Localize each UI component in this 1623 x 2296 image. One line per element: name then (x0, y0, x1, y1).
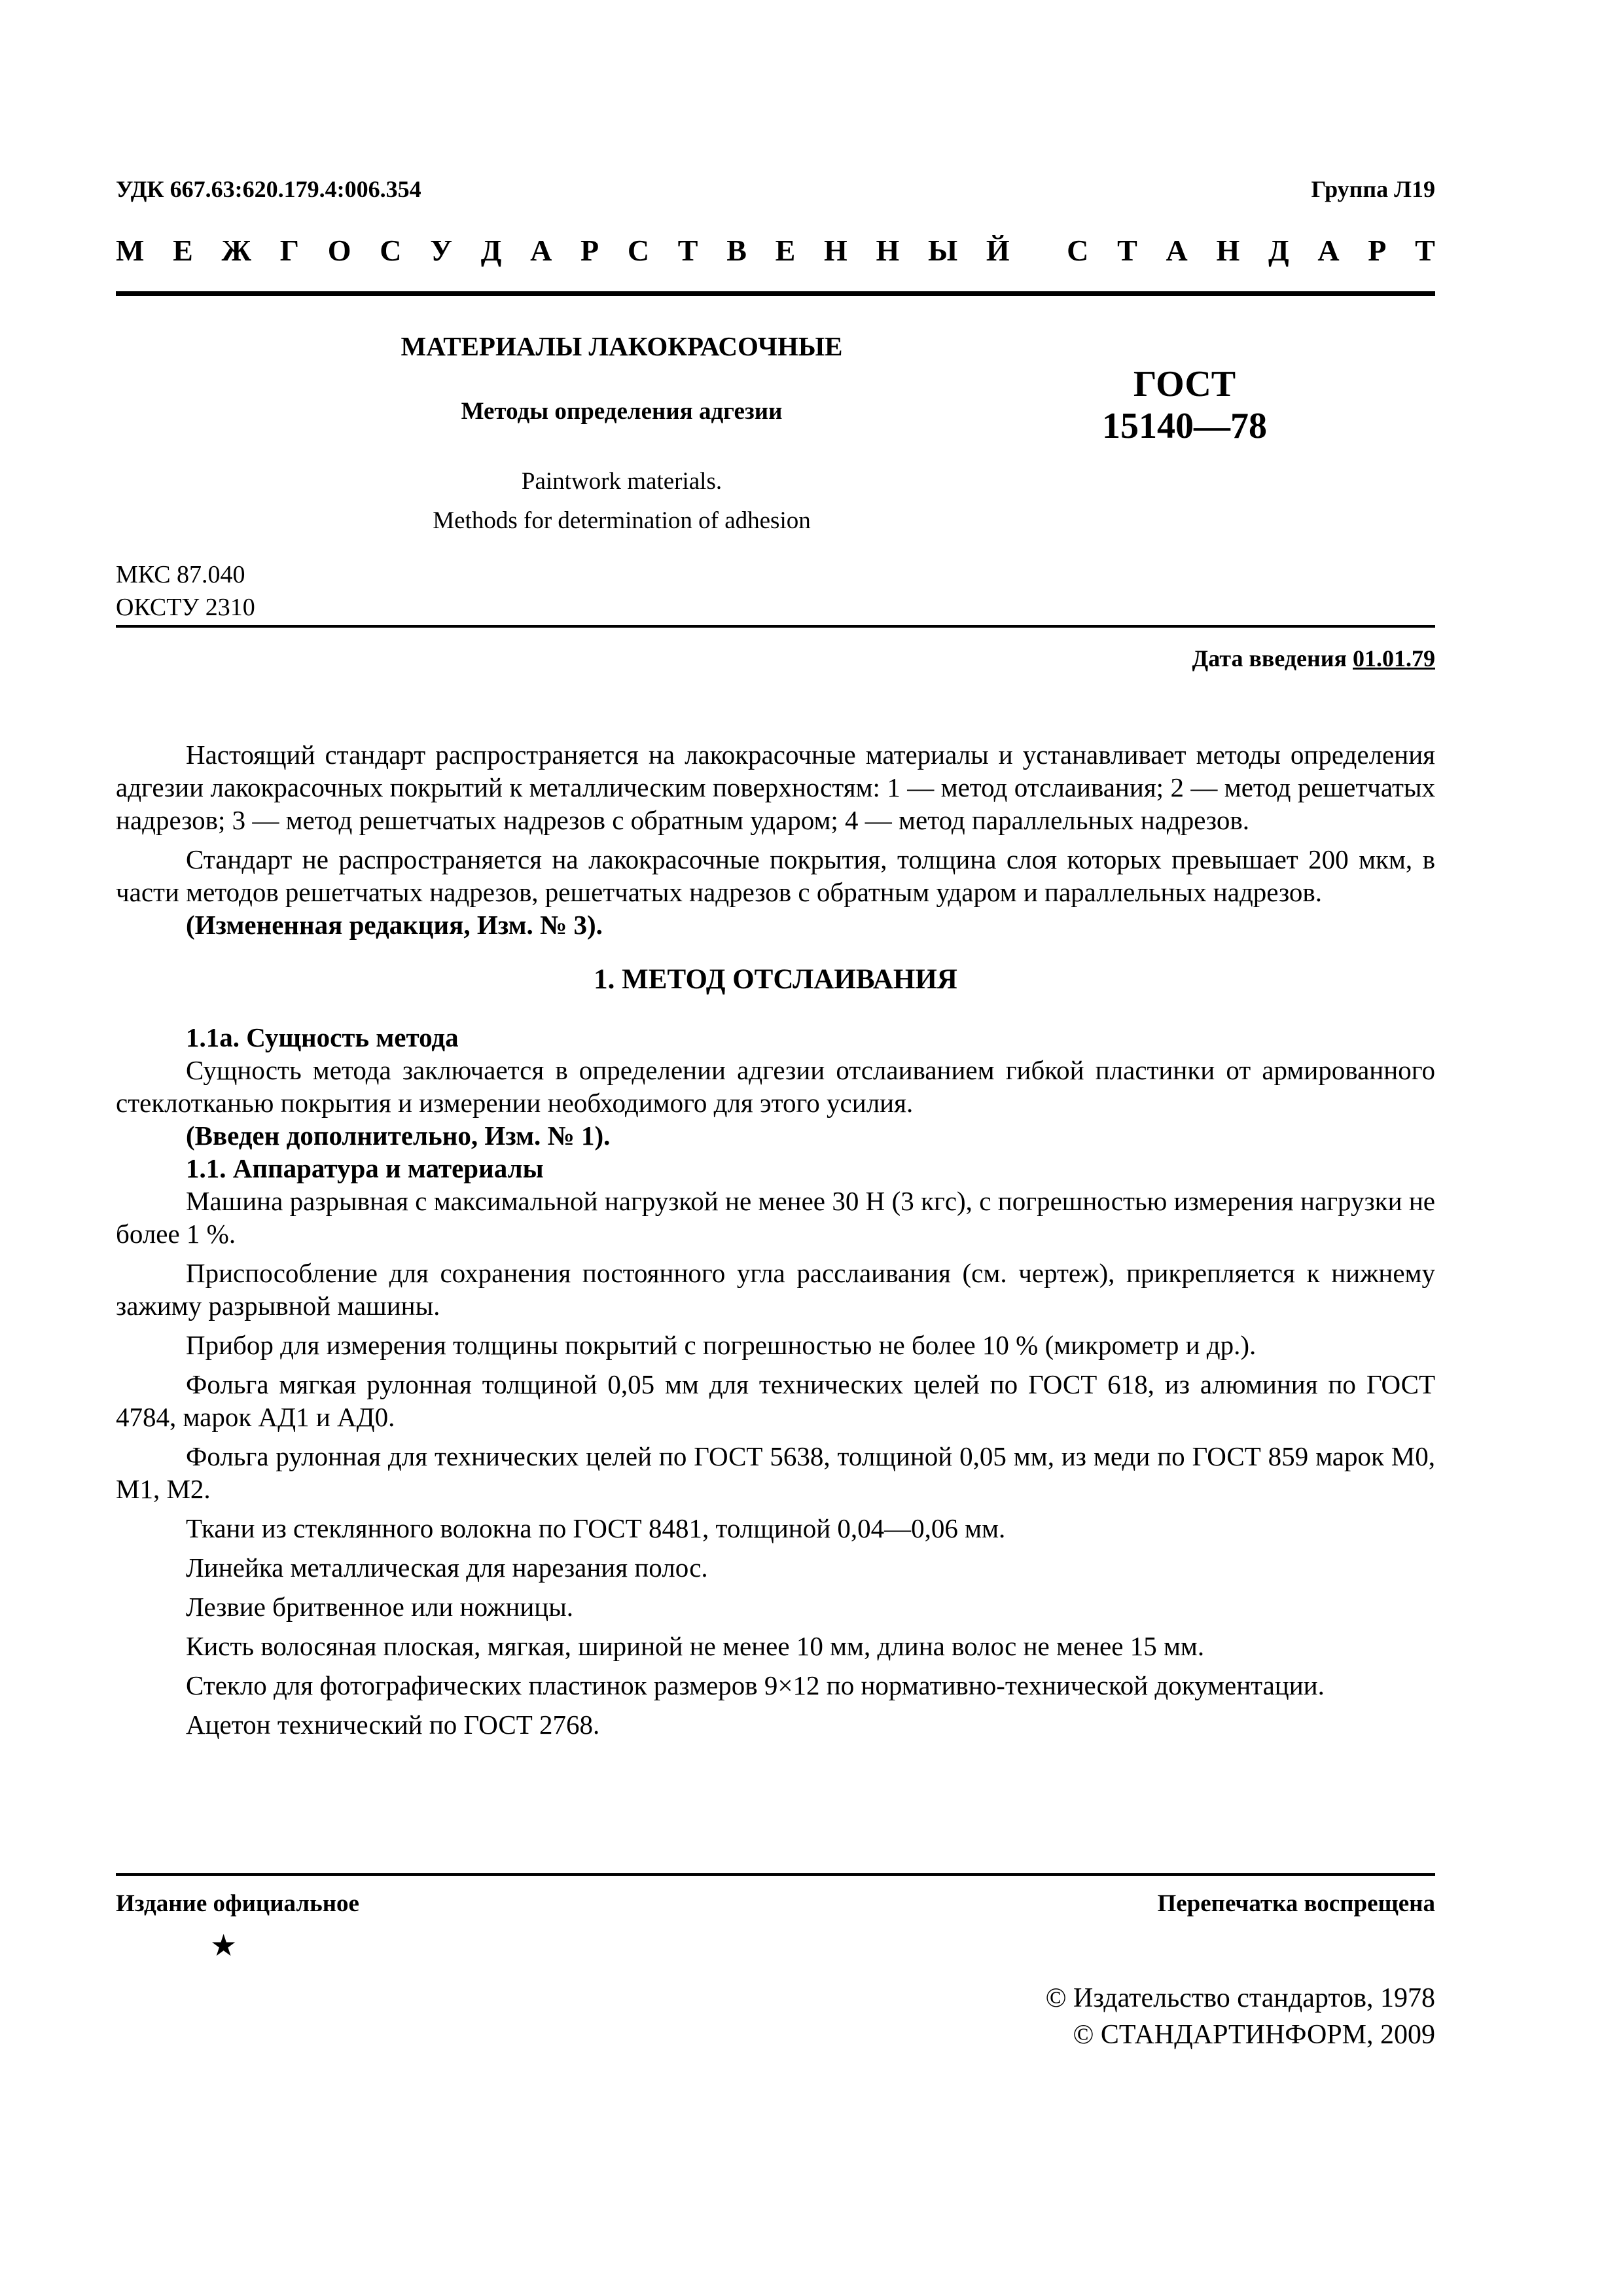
footer-rule (116, 1873, 1435, 1876)
okstu-code: ОКСТУ 2310 (116, 594, 255, 621)
header-rule (116, 291, 1435, 296)
udk-code: УДК 667.63:620.179.4:006.354 (116, 176, 421, 202)
english-title-line1: Paintwork materials. (521, 468, 722, 495)
interstate-letter: С (1067, 234, 1089, 267)
official-edition-label: Издание официальное (116, 1890, 359, 1917)
interstate-letter: М (116, 234, 145, 267)
equipment-item: Ацетон технический по ГОСТ 2768. (186, 1710, 600, 1740)
interstate-letter: Н (876, 234, 900, 267)
interstate-letter: Т (1415, 234, 1435, 267)
interstate-standard-heading (116, 233, 1435, 268)
clause-text-1-1a: Сущность метода заключается в определении адгезии отслаиванием гибкой пластинки от армированного стеклотканью покрытия и измерении необходимого для этого усилия. (116, 1055, 1435, 1118)
english-title-line2: Methods for determination of adhesion (433, 507, 811, 534)
document-title: МАТЕРИАЛЫ ЛАКОКРАСОЧНЫЕ (401, 331, 843, 361)
equipment-item: Фольга рулонная для технических целей по ГОСТ 5638, толщиной 0,05 мм, из меди по ГОСТ 859 марок М0, М1, М2. (116, 1441, 1435, 1504)
interstate-letter: У (430, 234, 452, 267)
star-icon: ★ (210, 1929, 238, 1962)
interstate-letter: Г (279, 234, 300, 267)
interstate-letter: С (380, 234, 402, 267)
interstate-letter: Р (580, 234, 599, 267)
copyright-line-2: © СТАНДАРТИНФОРМ, 2009 (1073, 2020, 1435, 2050)
interstate-letter: Д (480, 234, 502, 267)
copyright-line-1: © Издательство стандартов, 1978 (1045, 1983, 1435, 2013)
equipment-item: Прибор для измерения толщины покрытий с погрешностью не более 10 % (микрометр и др.). (186, 1330, 1257, 1360)
gost-designation (1073, 363, 1296, 447)
english-title (360, 462, 883, 541)
copyright-block (1046, 1980, 1435, 2053)
scope-paragraph: Настоящий стандарт распространяется на лакокрасочные материалы и устанавливает методы определения адгезии лакокрасочных покрытий к металлическим поверхностям: 1 — метод отслаивания; 2 — метод решетчатых надрезов; 3 — метод решетчатых надрезов с обратным ударом; 4 — метод параллельных надрезов. (116, 740, 1435, 835)
document-body (116, 738, 1435, 1741)
document-subtitle: Методы определения адгезии (461, 398, 783, 425)
interstate-letter: Н (824, 234, 847, 267)
equipment-item: Фольга мягкая рулонная толщиной 0,05 мм для технических целей по ГОСТ 618, из алюминия по ГОСТ 4784, марок АД1 и АД0. (116, 1369, 1435, 1432)
equipment-item: Ткани из стеклянного волокна по ГОСТ 8481, толщиной 0,04—0,06 мм. (186, 1513, 1006, 1543)
interstate-letter: Т (1117, 234, 1137, 267)
classification-codes (116, 558, 255, 624)
interstate-letter: Е (173, 234, 193, 267)
interstate-letter: Ы (928, 234, 958, 267)
group-code: Группа Л19 (1311, 176, 1435, 202)
interstate-letter: А (530, 234, 552, 267)
equipment-item: Машина разрывная с максимальной нагрузкой не менее 30 Н (3 кгс), с погрешностью измерения нагрузки не более 1 %. (116, 1186, 1435, 1249)
gost-label: ГОСТ (1133, 364, 1236, 404)
interstate-letter: А (1166, 234, 1188, 267)
equipment-item: Лезвие бритвенное или ножницы. (186, 1592, 573, 1622)
codes-rule (116, 625, 1435, 628)
date-label: Дата введения (1192, 645, 1353, 672)
interstate-letter: О (327, 234, 351, 267)
gost-number: 15140—78 (1102, 406, 1267, 446)
interstate-letter: А (1317, 234, 1340, 267)
interstate-letter: С (627, 234, 650, 267)
interstate-letter: Д (1268, 234, 1289, 267)
equipment-item: Кисть волосяная плоская, мягкая, шириной не менее 10 мм, длина волос не менее 15 мм. (186, 1631, 1205, 1661)
equipment-item: Линейка металлическая для нарезания полос. (186, 1552, 708, 1583)
clause-heading-1-1: 1.1. Аппаратура и материалы (186, 1153, 544, 1183)
mks-code: МКС 87.040 (116, 561, 245, 588)
introduction-date (1192, 645, 1436, 672)
amendment-note: (Измененная редакция, Изм. № 3). (186, 910, 603, 940)
exclusion-paragraph: Стандарт не распространяется на лакокрасочные покрытия, толщина слоя которых превышает 200 мкм, в части методов решетчатых надрезов, решетчатых надрезов с обратным ударом и параллельных надрезов. (116, 844, 1435, 907)
interstate-letter: Й (986, 234, 1010, 267)
date-value: 01.01.79 (1353, 645, 1435, 672)
reprint-prohibited-label: Перепечатка воспрещена (1157, 1890, 1435, 1917)
clause-heading-1-1a: 1.1а. Сущность метода (186, 1022, 459, 1052)
interstate-letter: Ж (221, 234, 252, 267)
interstate-letter: В (726, 234, 747, 267)
equipment-item: Стекло для фотографических пластинок размеров 9×12 по нормативно-технической документации. (186, 1670, 1325, 1700)
section-heading: 1. МЕТОД ОТСЛАИВАНИЯ (594, 964, 957, 995)
interstate-letter: Н (1216, 234, 1240, 267)
interstate-letter: Р (1368, 234, 1387, 267)
clause-note-1-1a: (Введен дополнительно, Изм. № 1). (186, 1121, 611, 1151)
equipment-item: Приспособление для сохранения постоянного угла расслаивания (см. чертеж), прикрепляется к нижнему зажиму разрывной машины. (116, 1258, 1435, 1321)
interstate-letter: Т (677, 234, 698, 267)
interstate-letter: Е (775, 234, 796, 267)
